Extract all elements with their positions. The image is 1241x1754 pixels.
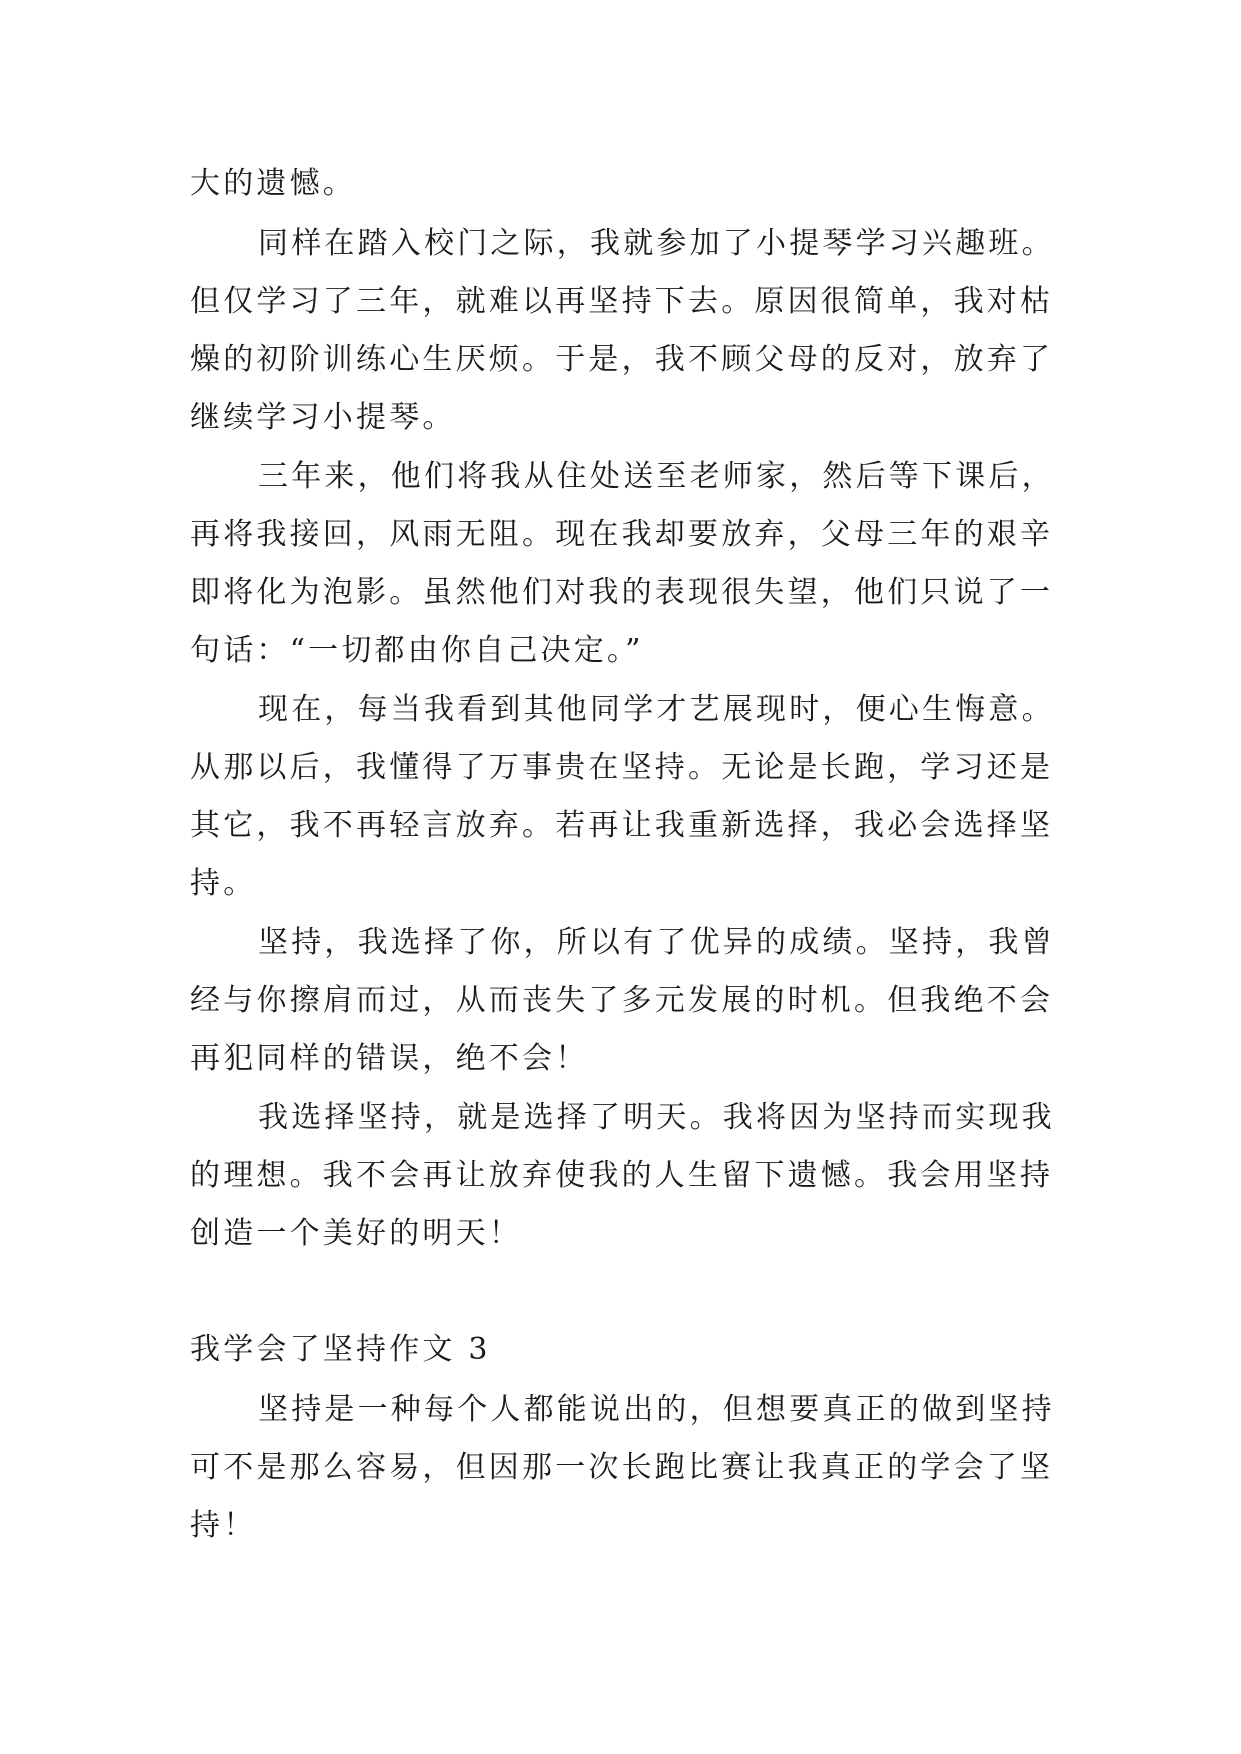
paragraph-line: 经与你擦肩而过，从而丧失了多元发展的时机。但我绝不会 — [190, 983, 1054, 1018]
paragraph-line: 持！ — [190, 1508, 257, 1543]
paragraph-line: 但仅学习了三年，就难以再坚持下去。原因很简单，我对枯 — [190, 284, 1054, 319]
paragraph-line: 即将化为泡影。虽然他们对我的表现很失望，他们只说了一 — [190, 575, 1054, 610]
paragraph-line: 现在，每当我看到其他同学才艺展现时，便心生悔意。 — [258, 692, 1055, 727]
paragraph-line: 我选择坚持，就是选择了明天。我将因为坚持而实现我 — [258, 1100, 1055, 1135]
paragraph-line: 的理想。我不会再让放弃使我的人生留下遗憾。我会用坚持 — [190, 1158, 1054, 1193]
paragraph-line: 再将我接回，风雨无阻。现在我却要放弃，父母三年的艰辛 — [190, 517, 1054, 552]
paragraph-line: 大的遗憾。 — [190, 166, 356, 201]
paragraph-line: 坚持，我选择了你，所以有了优异的成绩。坚持，我曾 — [258, 925, 1055, 960]
paragraph-line: 持。 — [190, 866, 257, 901]
paragraph-line: 从那以后，我懂得了万事贵在坚持。无论是长跑，学习还是 — [190, 750, 1054, 785]
paragraph-line: 同样在踏入校门之际，我就参加了小提琴学习兴趣班。 — [258, 226, 1055, 261]
paragraph-line: 三年来，他们将我从住处送至老师家，然后等下课后， — [258, 459, 1055, 494]
paragraph-line: 可不是那么容易，但因那一次长跑比赛让我真正的学会了坚 — [190, 1450, 1054, 1485]
paragraph-line: 坚持是一种每个人都能说出的，但想要真正的做到坚持 — [258, 1392, 1055, 1427]
paragraph-line: 再犯同样的错误，绝不会！ — [190, 1041, 589, 1076]
paragraph-line: 句话：“一切都由你自己决定。” — [190, 633, 644, 668]
paragraph-line: 创造一个美好的明天！ — [190, 1216, 522, 1251]
paragraph-line: 继续学习小提琴。 — [190, 400, 456, 435]
section-title: 我学会了坚持作文 3 — [190, 1332, 491, 1367]
paragraph-line: 燥的初阶训练心生厌烦。于是，我不顾父母的反对，放弃了 — [190, 342, 1054, 377]
paragraph-line: 其它，我不再轻言放弃。若再让我重新选择，我必会选择坚 — [190, 808, 1054, 843]
